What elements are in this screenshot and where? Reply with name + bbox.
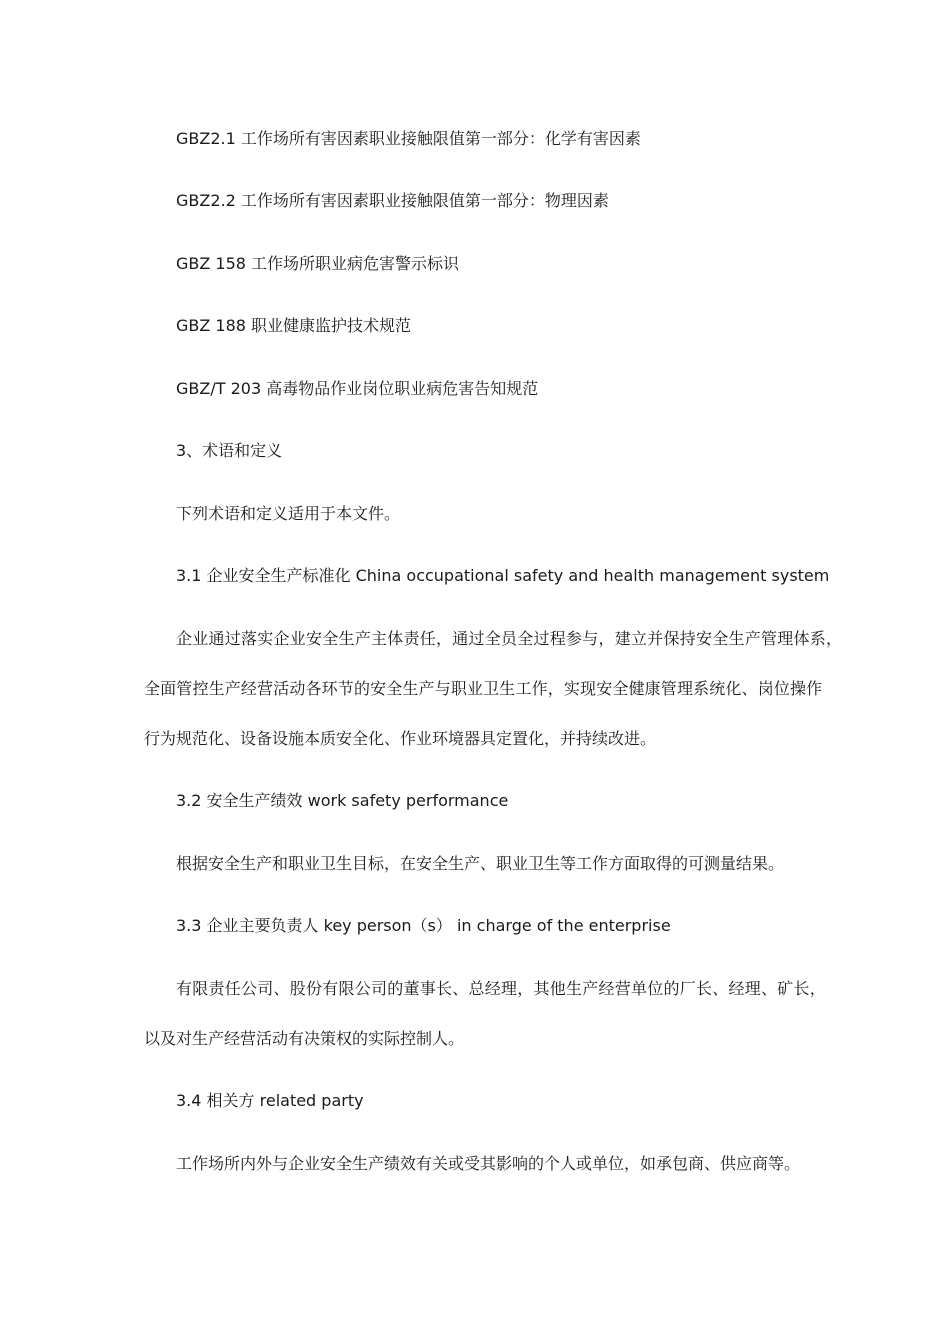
term-definition-line: 行为规范化、设备设施本质安全化、作业环境器具定置化，并持续改进。 bbox=[144, 729, 657, 748]
reference-gbz188: GBZ 188 职业健康监护技术规范 bbox=[176, 316, 412, 335]
term-definition-line: 工作场所内外与企业安全生产绩效有关或受其影响的个人或单位，如承包商、供应商等。 bbox=[176, 1154, 801, 1173]
term-definition-line: 以及对生产经营活动有决策权的实际控制人。 bbox=[144, 1029, 465, 1048]
term-heading-3-4: 3.4 相关方 related party bbox=[176, 1091, 364, 1110]
section-intro: 下列术语和定义适用于本文件。 bbox=[176, 504, 401, 523]
section-heading: 3、术语和定义 bbox=[176, 441, 283, 460]
term-definition-line: 有限责任公司、股份有限公司的董事长、总经理，其他生产经营单位的厂长、经理、矿长， bbox=[176, 979, 827, 998]
term-definition-line: 全面管控生产经营活动各环节的安全生产与职业卫生工作，实现安全健康管理系统化、岗位操作 bbox=[144, 679, 823, 698]
term-heading-3-1: 3.1 企业安全生产标准化 China occupational safety and health management system bbox=[176, 566, 830, 585]
term-heading-3-3: 3.3 企业主要负责人 key person（s） in charge of the enterprise bbox=[176, 916, 671, 935]
term-definition-line: 企业通过落实企业安全生产主体责任，通过全员全过程参与，建立并保持安全生产管理体系， bbox=[176, 629, 843, 648]
reference-gbzt203: GBZ/T 203 高毒物品作业岗位职业病危害告知规范 bbox=[176, 379, 539, 398]
term-heading-3-2: 3.2 安全生产绩效 work safety performance bbox=[176, 791, 509, 810]
term-definition-line: 根据安全生产和职业卫生目标，在安全生产、职业卫生等工作方面取得的可测量结果。 bbox=[176, 854, 785, 873]
reference-gbz2-2: GBZ2.2 工作场所有害因素职业接触限值第一部分：物理因素 bbox=[176, 191, 609, 210]
reference-gbz2-1: GBZ2.1 工作场所有害因素职业接触限值第一部分：化学有害因素 bbox=[176, 129, 641, 148]
reference-gbz158: GBZ 158 工作场所职业病危害警示标识 bbox=[176, 254, 460, 273]
